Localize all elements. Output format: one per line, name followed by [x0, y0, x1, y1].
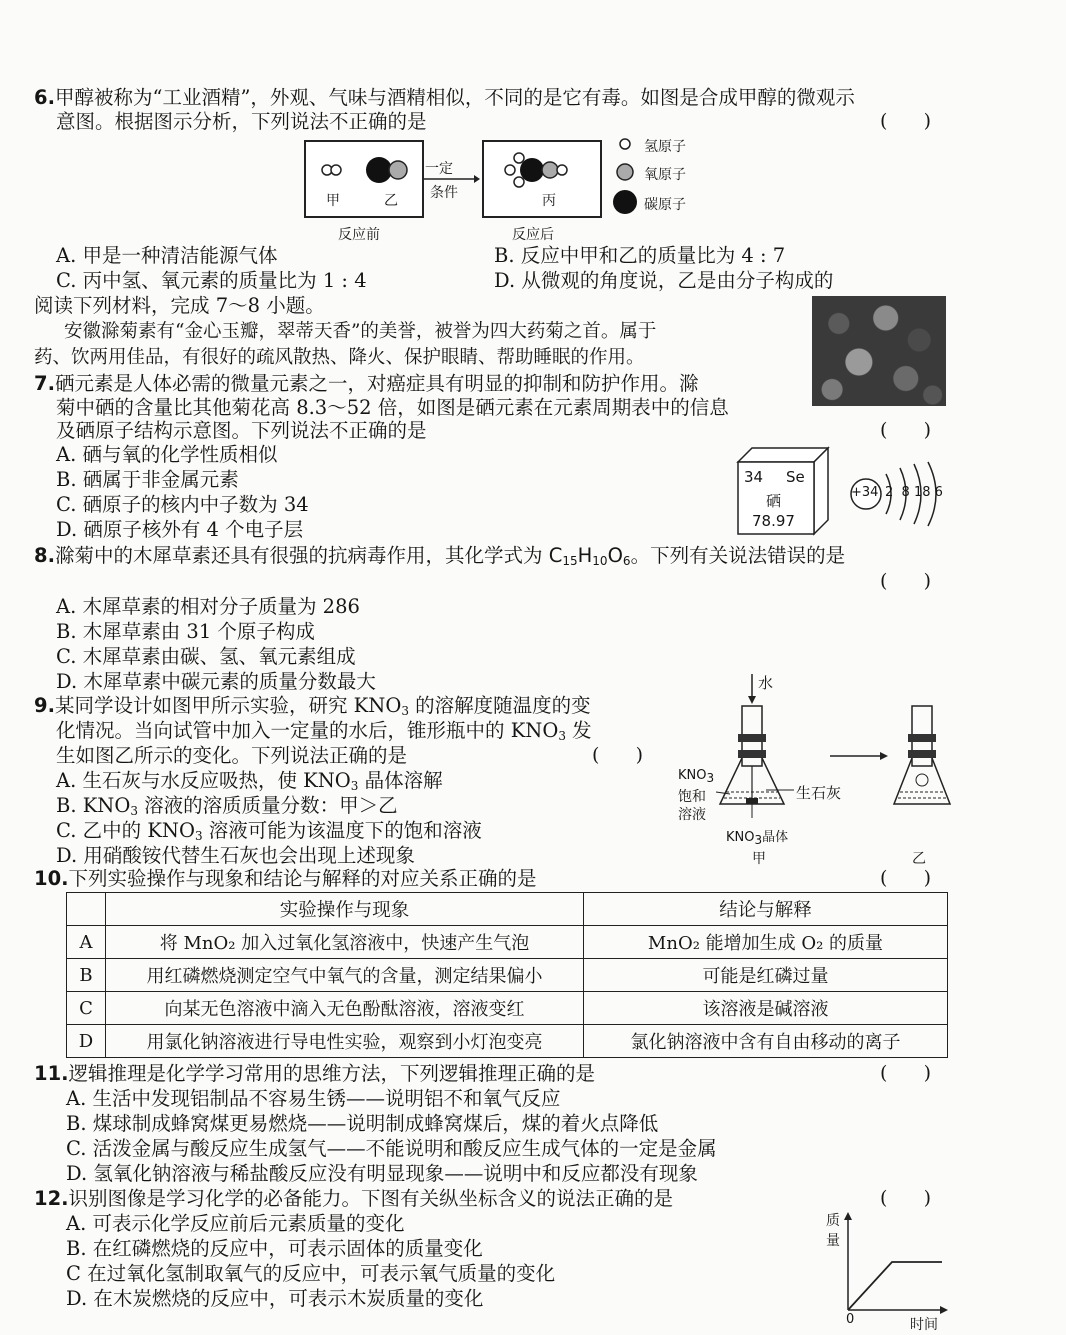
q6-label-jia: 甲 — [326, 193, 340, 209]
q7-number: 7. — [34, 372, 55, 395]
selenium-nucleus-charge: +34 — [851, 485, 879, 500]
q9-label-quicklime: 生石灰 — [796, 784, 842, 802]
q12-option-b[interactable]: B. 在红磷燃烧的反应中，可表示固体的质量变化 — [66, 1237, 483, 1260]
q7-line2: 菊中硒的含量比其他菊花高 8.3～52 倍，如图是硒元素在元素周期表中的信息 — [56, 396, 729, 419]
table-row[interactable]: B 用红磷燃烧测定空气中氧气的含量，测定结果偏小 可能是红磷过量 — [67, 959, 948, 992]
q6-legend-hydrogen: 氢原子 — [644, 139, 686, 155]
q12-ylabel-bottom: 量 — [826, 1233, 840, 1249]
table-row[interactable]: A 将 MnO₂ 加入过氧化氢溶液中，快速产生气泡 MnO₂ 能增加生成 O₂ 的质量 — [67, 926, 948, 959]
q6-label-bing: 丙 — [542, 193, 556, 209]
q12-option-a[interactable]: A. 可表示化学反应前后元素质量的变化 — [66, 1212, 405, 1235]
q12-option-d[interactable]: D. 在木炭燃烧的反应中，可表示木炭质量的变化 — [66, 1287, 484, 1310]
q12-y-axis-arrow — [844, 1212, 852, 1220]
q11-line1: 11.逻辑推理是化学学习常用的思维方法，下列逻辑推理正确的是 — [34, 1062, 596, 1085]
q11-option-d[interactable]: D. 氢氧化钠溶液与稀盐酸反应没有明显现象——说明中和反应都没有现象 — [66, 1162, 698, 1185]
q12-ylabel-top: 质 — [826, 1213, 840, 1229]
q8-answer-paren[interactable]: ( ) — [880, 570, 932, 592]
q11-option-a[interactable]: A. 生活中发现铝制品不容易生锈——说明铝不和氧气反应 — [66, 1087, 561, 1110]
q9-option-d[interactable]: D. 用硝酸铵代替生石灰也会出现上述现象 — [56, 844, 415, 867]
q9-option-c[interactable]: C. 乙中的 $KNO_3$ 溶液可能为该温度下的饱和溶液 — [56, 819, 482, 843]
q8-line1: 8.滁菊中的木犀草素还具有很强的抗病毒作用，其化学式为 $C_{15}H_{10}O_6$。下列有关说法错误的是 — [34, 544, 846, 568]
selenium-name: 硒 — [766, 492, 782, 510]
q9-option-a[interactable]: A. 生石灰与水反应吸热，使 $KNO_3$ 晶体溶解 — [56, 769, 443, 793]
table-row[interactable]: D 用氯化钠溶液进行导电性实验，观察到小灯泡变亮 氯化钠溶液中含有自由移动的离子 — [67, 1025, 948, 1058]
reading-line2: 药、饮两用佳品，有很好的疏风散热、降火、保护眼睛、帮助睡眠的作用。 — [34, 347, 645, 368]
selenium-symbol: Se — [786, 468, 805, 486]
q6-option-c[interactable]: C. 丙中氢、氧元素的质量比为 1 : 4 — [56, 269, 367, 292]
q6-after-box — [482, 140, 602, 218]
q6-legend-oxygen: 氧原子 — [644, 167, 686, 183]
q10-table-header — [67, 893, 948, 926]
q10-header-conclusion: 结论与解释 — [584, 893, 948, 926]
q10-line1: 10.下列实验操作与现象和结论与解释的对应关系正确的是 — [34, 867, 537, 890]
q6-line2: 意图。根据图示分析，下列说法不正确的是 — [56, 110, 427, 133]
q12-option-c[interactable]: C 在过氧化氢制取氧气的反应中，可表示氧气质量的变化 — [66, 1262, 556, 1285]
q7-option-c[interactable]: C. 硒原子的核内中子数为 34 — [56, 493, 309, 516]
selenium-atomic-number: 34 — [744, 468, 764, 486]
q9-label-crystal: $KNO_3$晶体 — [726, 830, 789, 847]
q12-xlabel: 时间 — [910, 1317, 938, 1333]
q12-number: 12. — [34, 1187, 69, 1210]
selenium-atomic-mass: 78.97 — [752, 512, 795, 530]
q7-option-b[interactable]: B. 硒属于非金属元素 — [56, 468, 239, 491]
q10-header-operation: 实验操作与现象 — [106, 893, 584, 926]
table-row[interactable]: C 向某无色溶液中滴入无色酚酞溶液，溶液变红 该溶液是碱溶液 — [67, 992, 948, 1025]
q6-before-box — [304, 140, 424, 218]
q11-option-b[interactable]: B. 煤球制成蜂窝煤更易燃烧——说明制成蜂窝煤后，煤的着火点降低 — [66, 1112, 659, 1135]
q9-line3: 生如图乙所示的变化。下列说法正确的是 — [56, 744, 408, 767]
q9-option-b[interactable]: B. $KNO_3$ 溶液的溶质质量分数：甲＞乙 — [56, 794, 398, 818]
reading-line1: 安徽滁菊素有“金心玉瓣，翠蒂天香”的美誉，被誉为四大药菊之首。属于 — [64, 321, 657, 342]
q9-line1: 9.某同学设计如图甲所示实验，研究 $KNO_3$ 的溶解度随温度的变 — [34, 694, 591, 718]
q8-option-b[interactable]: B. 木犀草素由 31 个原子构成 — [56, 620, 315, 643]
q6-label-after: 反应后 — [512, 227, 554, 243]
q10-table — [66, 892, 948, 1058]
q6-line1: 6.甲醇被称为“工业酒精”，外观、气味与酒精相似，不同的是它有毒。如图是合成甲醇的微观示 — [34, 86, 855, 109]
q6-option-d[interactable]: D. 从微观的角度说，乙是由分子构成的 — [494, 269, 834, 292]
q7-line1: 7.硒元素是人体必需的微量元素之一，对癌症具有明显的抑制和防护作用。滁 — [34, 372, 699, 395]
q12-x-axis-arrow — [940, 1306, 948, 1314]
q9-line2: 化情况。当向试管中加入一定量的水后，锥形瓶中的 $KNO_3$ 发 — [56, 719, 592, 743]
q8-number: 8. — [34, 544, 55, 567]
reading-intro: 阅读下列材料，完成 7～8 小题。 — [34, 294, 325, 317]
q11-answer-paren[interactable]: ( ) — [880, 1062, 932, 1084]
q6-label-before: 反应前 — [338, 227, 380, 243]
q12-origin: 0 — [846, 1312, 855, 1327]
q6-option-b[interactable]: B. 反应中甲和乙的质量比为 4 : 7 — [494, 244, 786, 267]
q8-option-d[interactable]: D. 木犀草素中碳元素的质量分数最大 — [56, 670, 376, 693]
q9-number: 9. — [34, 694, 55, 717]
q7-answer-paren[interactable]: ( ) — [880, 419, 932, 441]
q8-option-c[interactable]: C. 木犀草素由碳、氢、氧元素组成 — [56, 645, 356, 668]
q6-legend-markers — [612, 134, 642, 220]
q11-number: 11. — [34, 1062, 69, 1085]
q7-line3: 及硒原子结构示意图。下列说法不正确的是 — [56, 419, 427, 442]
q6-before-molecules — [306, 142, 422, 216]
q10-number: 10. — [34, 867, 69, 890]
q12-line1: 12.识别图像是学习化学的必备能力。下图有关纵坐标含义的说法正确的是 — [34, 1187, 674, 1210]
q10-answer-paren[interactable]: ( ) — [880, 867, 932, 889]
q12-answer-paren[interactable]: ( ) — [880, 1187, 932, 1209]
q9-label-yi: 乙 — [912, 851, 926, 867]
q9-label-saturated: 饱和 — [678, 789, 706, 805]
q11-option-c[interactable]: C. 活泼金属与酸反应生成氢气——不能说明和酸反应生成气体的一定是金属 — [66, 1137, 717, 1160]
q6-number: 6. — [34, 86, 55, 109]
q6-legend-carbon: 碳原子 — [644, 197, 686, 213]
q7-option-a[interactable]: A. 硒与氧的化学性质相似 — [56, 443, 278, 466]
q9-label-water: 水 — [758, 674, 774, 692]
q9-label-jia: 甲 — [752, 851, 766, 867]
chrysanthemum-photo — [812, 296, 946, 406]
q8-formula: $C_{15}H_{10}O_6$ — [548, 544, 631, 568]
q12-curve — [848, 1262, 942, 1310]
q12-mass-time-graph — [838, 1210, 950, 1314]
q10-header-blank — [67, 893, 106, 926]
q8-option-a[interactable]: A. 木犀草素的相对分子质量为 286 — [56, 595, 360, 618]
q6-label-yi: 乙 — [384, 193, 398, 209]
q6-option-a[interactable]: A. 甲是一种清洁能源气体 — [56, 244, 278, 267]
q6-arrow-condition-top: 一定 — [425, 161, 453, 177]
q6-answer-paren[interactable]: ( ) — [880, 110, 932, 132]
q9-answer-paren[interactable]: ( ) — [592, 744, 644, 766]
q9-label-kno3: $KNO_3$ — [678, 768, 715, 785]
q6-arrow-condition-bottom: 条件 — [430, 185, 458, 201]
q9-label-solution: 溶液 — [678, 807, 706, 823]
selenium-shell-electrons: 2 8 18 6 — [885, 485, 943, 500]
q7-option-d[interactable]: D. 硒原子核外有 4 个电子层 — [56, 518, 304, 541]
